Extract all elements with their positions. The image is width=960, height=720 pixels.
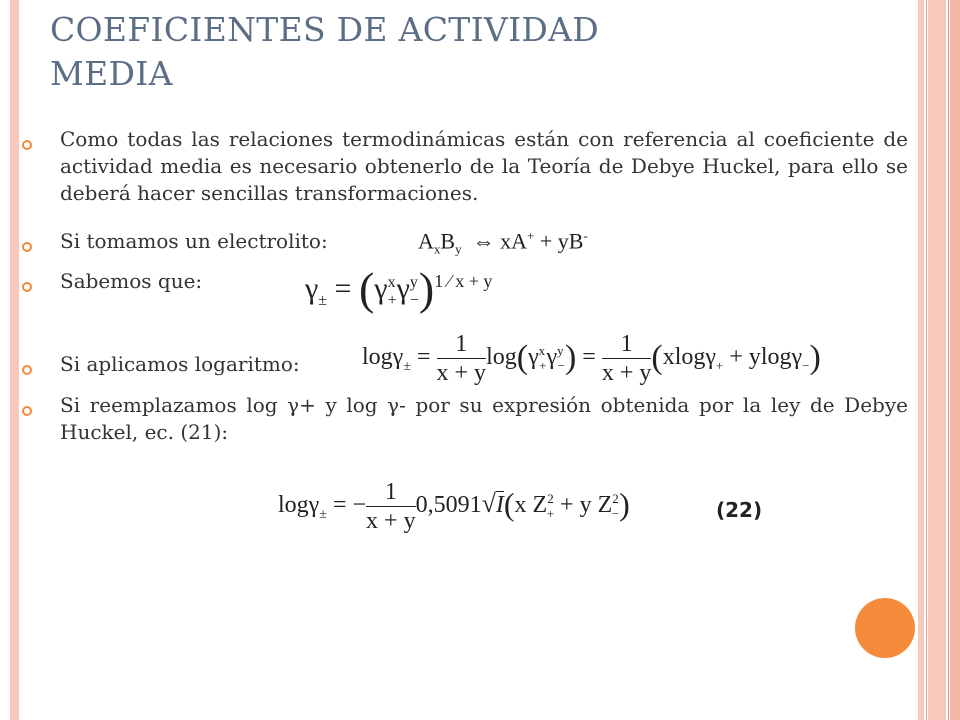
bullet-text-4: Si aplicamos logaritmo:: [60, 352, 300, 376]
title-line-1: COEFICIENTES DE ACTIVIDAD: [50, 10, 600, 49]
bullet-text-2: Si tomamos un electrolito:: [60, 229, 328, 253]
decorative-orange-circle: [855, 598, 915, 658]
bullet-text-5: Si reemplazamos log γ+ y log γ- por su expresión obtenida por la ley de Debye Huckel, ec. (21):: [60, 393, 908, 444]
bullet-circle-icon: [22, 282, 32, 292]
bullet-text-1: Como todas las relaciones termodinámicas están con referencia al coeficiente de actividad media es necesario obtenerlo de la Teoría de Debye Huckel, para ello se deberá hacer sencillas transformaciones.: [60, 127, 908, 205]
equation-mean-activity: $\gamma_\pm = (\gamma^x_+\gamma^y_-)^{1 ⁄ x + y}$: [305, 263, 493, 314]
left-border-stripe: [10, 0, 19, 720]
equation-dissociation: $A_xB_y$ ⇔ xA+ + yB-: [418, 228, 588, 257]
slide-title: [50, 8, 810, 96]
bullet-circle-icon: [22, 365, 32, 375]
bullet-circle-icon: [22, 140, 32, 150]
title-line-2: MEDIA: [50, 54, 173, 93]
bullet-circle-icon: [22, 406, 32, 416]
equation-debye-huckel: logγ$_\pm$ = − $\frac{1}{x + y}$ 0,5091√I(x $Z^2_+ + y$ $Z^2_-$): [278, 479, 630, 534]
equation-logarithm: logγ$_\pm$ = $\frac{1}{x + y}$ $\log(\gamma^x_+\gamma^y_-)$ = $\frac{1}{x + y}$ (xlogγ$_+$ + ylogγ$_-$): [362, 331, 821, 386]
right-border-stripes: [918, 0, 960, 720]
bullet-circle-icon: [22, 242, 32, 252]
bullet-text-3: Sabemos que:: [60, 269, 203, 293]
equation-number-label: (22): [716, 498, 763, 522]
